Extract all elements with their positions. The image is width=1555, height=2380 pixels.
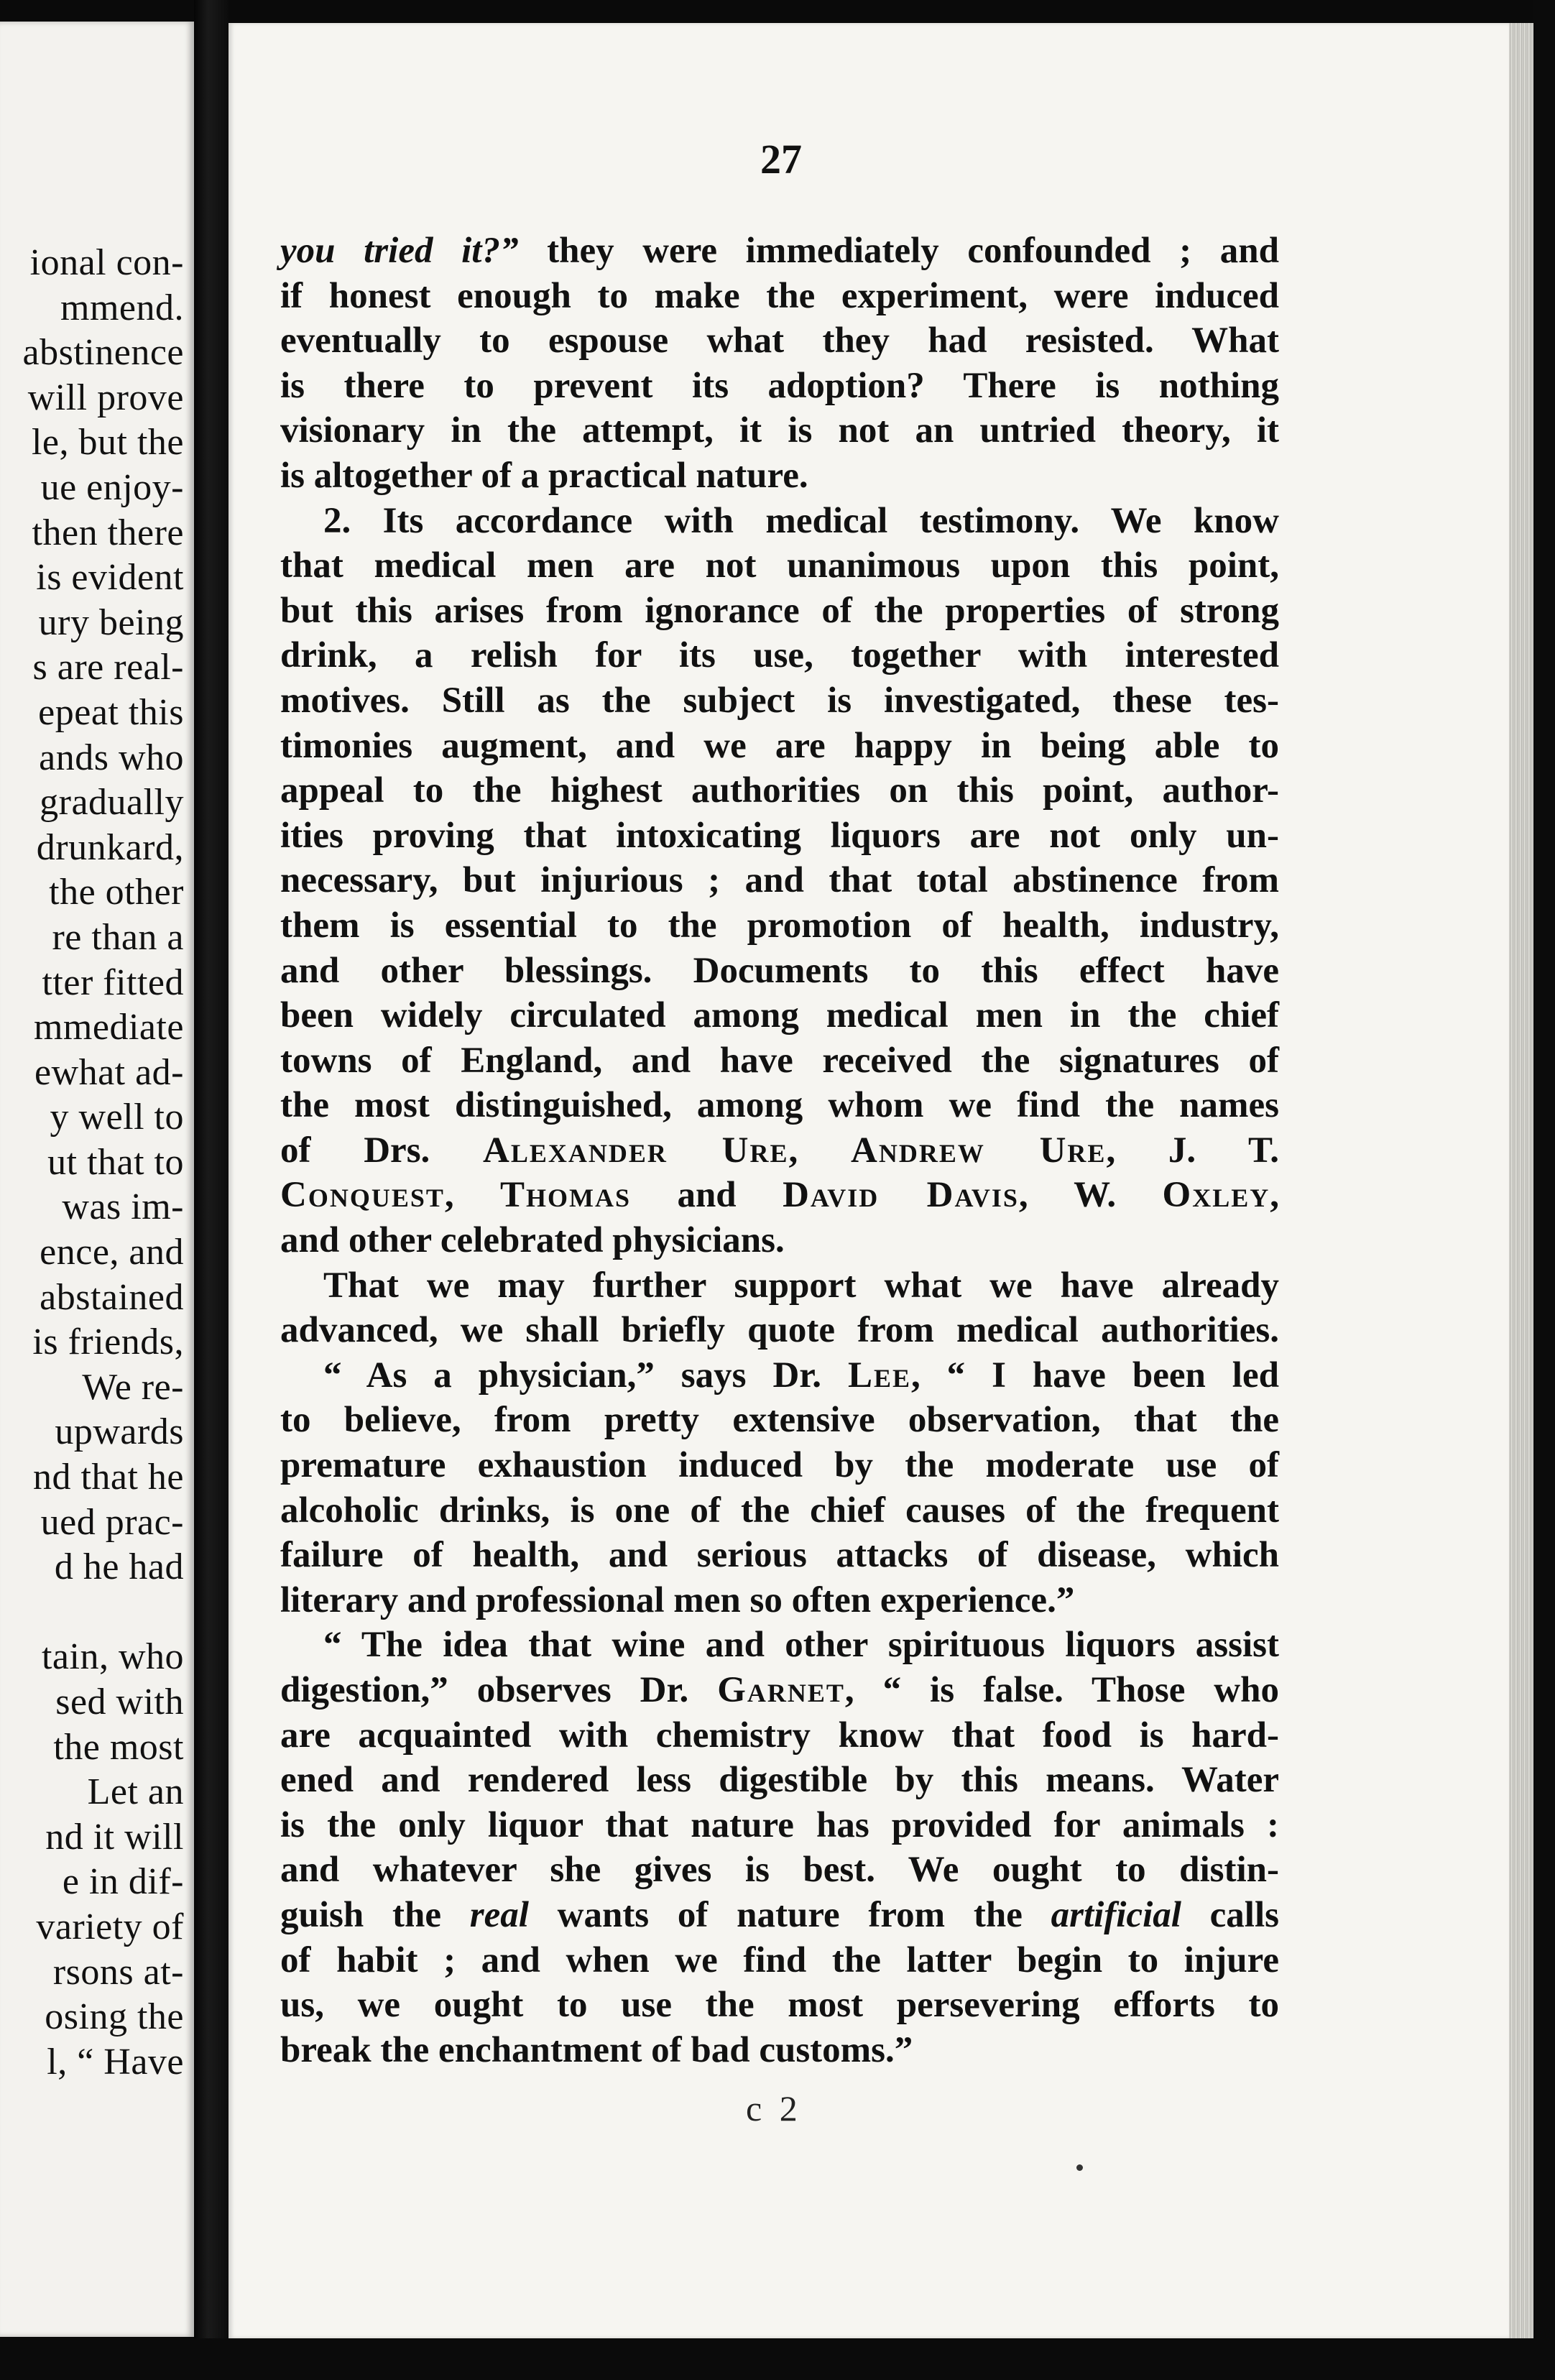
page-number: 27 — [760, 136, 802, 183]
facing-line: ence, and — [40, 1232, 184, 1273]
facing-line: is friends, — [32, 1322, 184, 1363]
text-line — [280, 229, 1279, 274]
facing-line: ewhat ad- — [34, 1051, 184, 1093]
text-line: ened and rendered less digestible by this means. Water — [280, 1760, 1279, 1801]
facing-line: ut that to — [47, 1141, 184, 1183]
text-line — [280, 1173, 1279, 1218]
text-line: is altogether of a practical nature. — [280, 455, 808, 496]
facing-line: ury being — [38, 601, 184, 643]
text-line: break the enchantment of bad customs.” — [280, 2029, 913, 2070]
text-fragment: , — [788, 1130, 851, 1171]
facing-line: abstinence — [22, 332, 184, 374]
facing-line: re than a — [52, 916, 184, 958]
text-line: been widely circulated among medical men in the chief — [280, 995, 1279, 1036]
facing-line: tain, who — [41, 1636, 184, 1678]
facing-line: Let an — [87, 1771, 184, 1813]
facing-line: the other — [49, 872, 184, 913]
facing-line: nd that he — [32, 1457, 184, 1498]
physician-name: Alexander Ure — [483, 1130, 789, 1171]
text-line: necessary, but injurious ; and that total abstinence from — [280, 860, 1279, 901]
facing-line: abstained — [40, 1276, 184, 1318]
facing-line: e in dif- — [62, 1861, 184, 1903]
page-body — [280, 229, 1279, 2072]
facing-line: le, but the — [31, 422, 184, 463]
text-line: drink, a relish for its use, together with interested — [280, 635, 1279, 676]
facing-line: s are real- — [32, 647, 184, 688]
italic-word: real — [469, 1894, 529, 1935]
text-line: advanced, we shall briefly quote from medical authorities. — [280, 1310, 1279, 1351]
text-fragment: and — [631, 1175, 783, 1216]
text-fragment: , “ is false. Those who — [844, 1670, 1279, 1710]
facing-line: upwards — [55, 1411, 184, 1453]
physician-name: Lee — [847, 1355, 911, 1396]
text-fragment: , J. T. — [1106, 1130, 1279, 1171]
facing-line: ued prac- — [40, 1501, 184, 1543]
book-gutter — [194, 0, 229, 2380]
facing-line: was im- — [62, 1186, 184, 1228]
text-line: the most distinguished, among whom we find the names — [280, 1085, 1279, 1126]
facing-line: tter fitted — [42, 961, 184, 1003]
facing-line: We re- — [82, 1366, 184, 1408]
physician-name: Oxley — [1162, 1175, 1270, 1216]
text-fragment: guish the — [280, 1894, 470, 1935]
facing-line: drunkard, — [36, 826, 184, 868]
text-line: timonies augment, and we are happy in being able to — [280, 725, 1279, 766]
text-line: of habit ; and when we find the latter begin to injure — [280, 1939, 1279, 1980]
facing-line: mmediate — [33, 1007, 184, 1048]
printer-signature-mark: c 2 — [746, 2088, 802, 2128]
text-fragment: digestion,” observes Dr. — [280, 1670, 718, 1710]
scan-border-bottom — [0, 2338, 1555, 2380]
facing-line: nd it will — [45, 1816, 184, 1858]
text-line: premature exhaustion induced by the moderate use of — [280, 1445, 1279, 1486]
physician-name: Garnet — [717, 1670, 845, 1710]
text-line: that medical men are not unanimous upon this point, — [280, 545, 1279, 586]
facing-line: l, “ Have — [47, 2041, 184, 2082]
physician-name: Conquest — [280, 1175, 445, 1216]
text-line: failure of health, and serious attacks of disease, which — [280, 1535, 1279, 1576]
text-line: appeal to the highest authorities on this point, author- — [280, 770, 1279, 811]
page-stack-edge — [1509, 23, 1533, 2338]
facing-line: is evident — [36, 557, 184, 599]
facing-line: mmend. — [60, 287, 184, 328]
text-line: ities proving that intoxicating liquors are not only un- — [280, 815, 1279, 856]
text-fragment: “ As a physician,” says Dr. — [323, 1355, 848, 1396]
text-line: visionary in the attempt, it is not an untried theory, it — [280, 410, 1279, 451]
facing-line: rsons at- — [52, 1951, 184, 1993]
text-line: “ The idea that wine and other spirituous liquors assist — [323, 1625, 1279, 1666]
facing-page-text — [0, 241, 184, 2085]
text-fragment: of Drs. — [280, 1130, 484, 1171]
text-line: but this arises from ignorance of the properties of strong — [280, 590, 1279, 631]
text-line: alcoholic drinks, is one of the chief causes of the frequent — [280, 1490, 1279, 1531]
facing-line: y well to — [50, 1097, 184, 1138]
facing-line — [0, 1590, 184, 1636]
text-fragment: they were immediately confounded ; and — [518, 231, 1279, 271]
text-line: towns of England, and have received the signatures of — [280, 1040, 1279, 1081]
scan-border-right — [1533, 0, 1555, 2380]
text-line: eventually to espouse what they had resisted. What — [280, 320, 1279, 361]
text-line: literary and professional men so often experience.” — [280, 1579, 1075, 1620]
facing-line: d he had — [54, 1546, 184, 1588]
text-line: is the only liquor that nature has provided for animals : — [280, 1804, 1279, 1845]
text-line — [280, 1893, 1279, 1938]
text-fragment: wants of nature from the — [528, 1894, 1051, 1935]
facing-line: variety of — [36, 1906, 184, 1947]
text-line: That we may further support what we have already — [323, 1265, 1279, 1306]
text-line: them is essential to the promotion of health, industry, — [280, 905, 1279, 946]
text-line: 2. Its accordance with medical testimony. We know — [323, 500, 1279, 541]
text-line: are acquainted with chemistry know that food is hard- — [280, 1715, 1279, 1756]
facing-line: ional con- — [29, 242, 184, 283]
text-line: to believe, from pretty extensive observation, that the — [280, 1400, 1279, 1441]
facing-page — [0, 22, 194, 2337]
facing-line: osing the — [45, 1996, 184, 2038]
text-line — [280, 1353, 1279, 1398]
text-line: and other blessings. Documents to this effect have — [280, 950, 1279, 991]
text-line — [280, 1128, 1279, 1173]
physician-name: Thomas — [500, 1175, 632, 1216]
physician-name: Andrew Ure — [851, 1130, 1107, 1171]
text-fragment: calls — [1181, 1894, 1279, 1935]
text-line: motives. Still as the subject is investigated, these tes- — [280, 680, 1279, 721]
text-fragment: , “ I have been led — [910, 1355, 1279, 1396]
facing-line: ue enjoy- — [40, 466, 184, 508]
facing-line: gradually — [40, 782, 184, 824]
italic-word: artificial — [1051, 1894, 1181, 1935]
physician-name: David Davis — [783, 1175, 1019, 1216]
text-line: is there to prevent its adoption? There is nothing — [280, 365, 1279, 406]
text-fragment: , — [444, 1175, 501, 1216]
text-line: if honest enough to make the experiment, were induced — [280, 275, 1279, 316]
facing-line: then there — [32, 512, 184, 553]
text-fragment: , — [1270, 1175, 1279, 1216]
facing-line: sed with — [55, 1682, 184, 1722]
ink-speck — [1076, 2164, 1083, 2171]
text-line: and other celebrated physicians. — [280, 1220, 785, 1261]
italic-phrase: you tried it?” — [280, 231, 519, 271]
facing-line: will prove — [27, 377, 184, 418]
text-line: us, we ought to use the most persevering efforts to — [280, 1985, 1279, 2026]
facing-line: the most — [53, 1726, 184, 1768]
text-line: and whatever she gives is best. We ought to distin- — [280, 1850, 1279, 1891]
facing-line: epeat this — [38, 691, 184, 733]
facing-line: ands who — [39, 737, 184, 778]
text-fragment: , W. — [1018, 1175, 1163, 1216]
text-line — [280, 1668, 1279, 1713]
